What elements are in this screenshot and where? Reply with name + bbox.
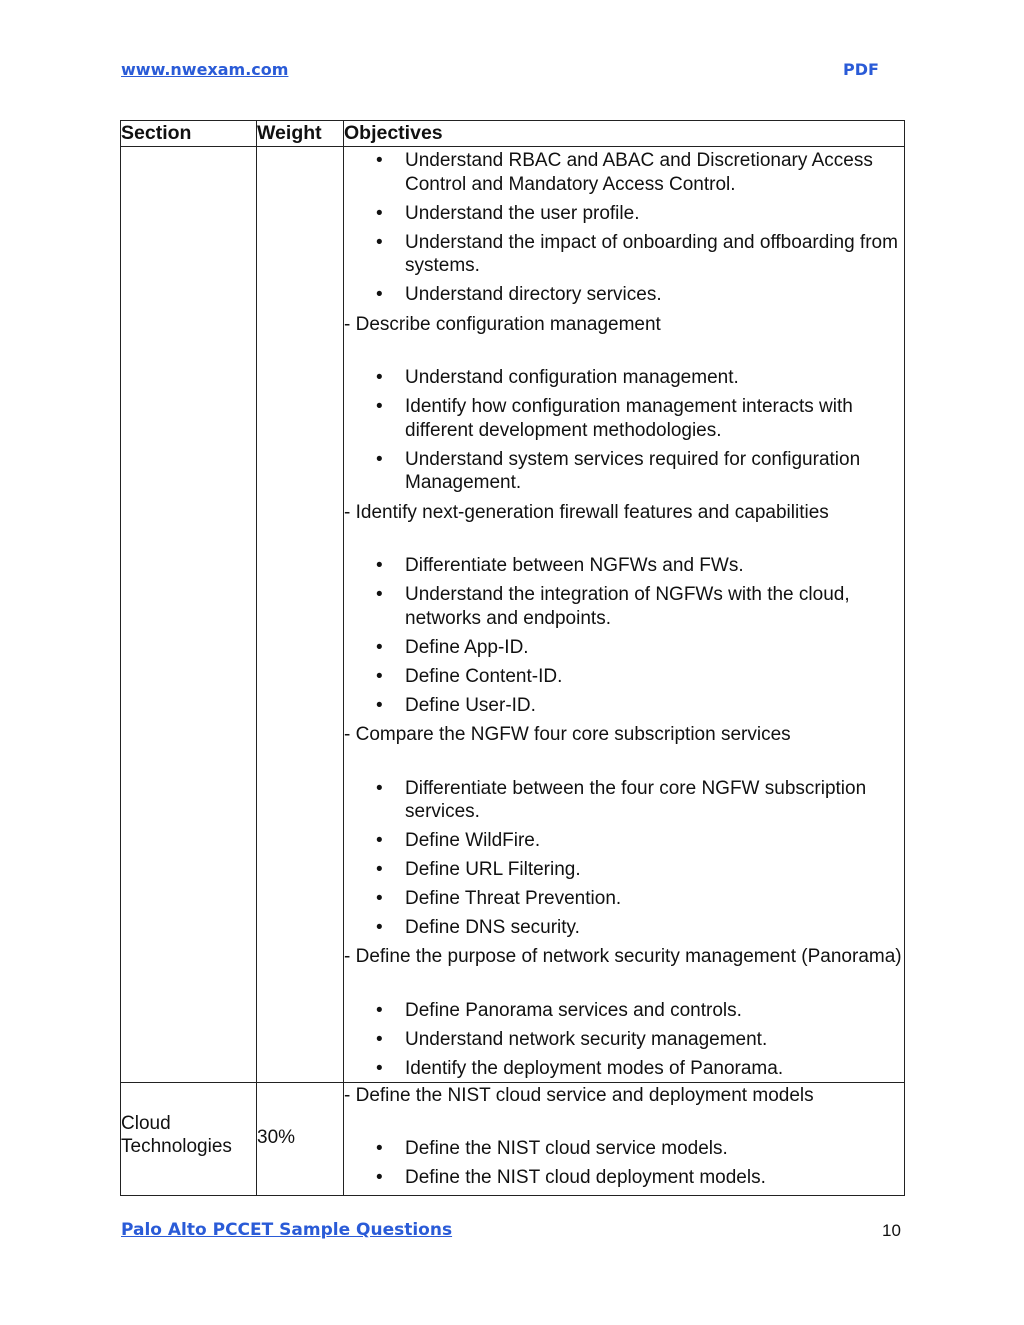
list-item: • Understand configuration management. [344, 366, 904, 390]
list-item: • Understand the integration of NGFWs with the cloud, networks and endpoints. [344, 583, 904, 630]
section-cell-empty [121, 147, 257, 1083]
list-item: • Define Panorama services and controls. [344, 999, 904, 1023]
list-item: • Understand RBAC and ABAC and Discretionary Access Control and Mandatory Access Control. [344, 149, 904, 196]
column-header-objectives: Objectives [344, 121, 905, 147]
weight-cell-empty [257, 147, 344, 1083]
list-item: • Identify the deployment modes of Panorama. [344, 1057, 904, 1081]
objective-heading: - Define the purpose of network security management (Panorama) [344, 946, 902, 967]
bullet-list [344, 999, 904, 1081]
bullet-list [344, 149, 904, 307]
list-item: • Define the NIST cloud deployment models. [344, 1166, 904, 1190]
list-item: • Differentiate between NGFWs and FWs. [344, 554, 904, 578]
column-header-weight: Weight [257, 121, 344, 147]
list-item: • Understand directory services. [344, 283, 904, 307]
bullet-list [344, 777, 904, 940]
list-item: • Define WildFire. [344, 829, 904, 853]
table-row [121, 1082, 905, 1196]
list-item: • Define the NIST cloud service models. [344, 1137, 904, 1161]
bullet-list [344, 554, 904, 717]
bullet-list [344, 1137, 904, 1190]
section-name: Cloud Technologies [121, 1112, 232, 1157]
objectives-table [120, 120, 905, 1196]
list-item: • Understand system services required for configuration Management. [344, 448, 904, 495]
site-link[interactable]: www.nwexam.com [121, 60, 289, 79]
list-item: • Understand the impact of onboarding and offboarding from systems. [344, 231, 904, 278]
weight-cell [257, 1082, 344, 1196]
objective-heading: - Describe configuration management [344, 313, 661, 335]
list-item: • Understand the user profile. [344, 202, 904, 226]
list-item: • Understand network security management. [344, 1028, 904, 1052]
pdf-label: PDF [843, 60, 879, 79]
objective-heading: - Define the NIST cloud service and deployment models [344, 1084, 814, 1106]
table-header-row [121, 121, 905, 147]
section-cell [121, 1082, 257, 1196]
objective-heading: - Compare the NGFW four core subscription services [344, 724, 791, 745]
list-item: • Define DNS security. [344, 916, 904, 940]
list-item: • Define URL Filtering. [344, 858, 904, 882]
weight-value: 30% [257, 1126, 296, 1148]
list-item: • Identify how configuration management interacts with different development methodologies. [344, 395, 904, 442]
objective-heading: - Identify next-generation firewall features and capabilities [344, 501, 829, 523]
bullet-list [344, 366, 904, 495]
list-item: • Define App-ID. [344, 636, 904, 660]
list-item: • Define Content-ID. [344, 665, 904, 689]
list-item: • Define Threat Prevention. [344, 887, 904, 911]
list-item: • Define User-ID. [344, 694, 904, 718]
objectives-cell [344, 147, 905, 1083]
column-header-section: Section [121, 121, 257, 147]
objectives-cell [344, 1082, 905, 1196]
table-row [121, 147, 905, 1083]
list-item: • Differentiate between the four core NGFW subscription services. [344, 777, 904, 824]
page-number: 10 [882, 1221, 901, 1240]
footer-title-link[interactable]: Palo Alto PCCET Sample Questions [121, 1220, 453, 1240]
